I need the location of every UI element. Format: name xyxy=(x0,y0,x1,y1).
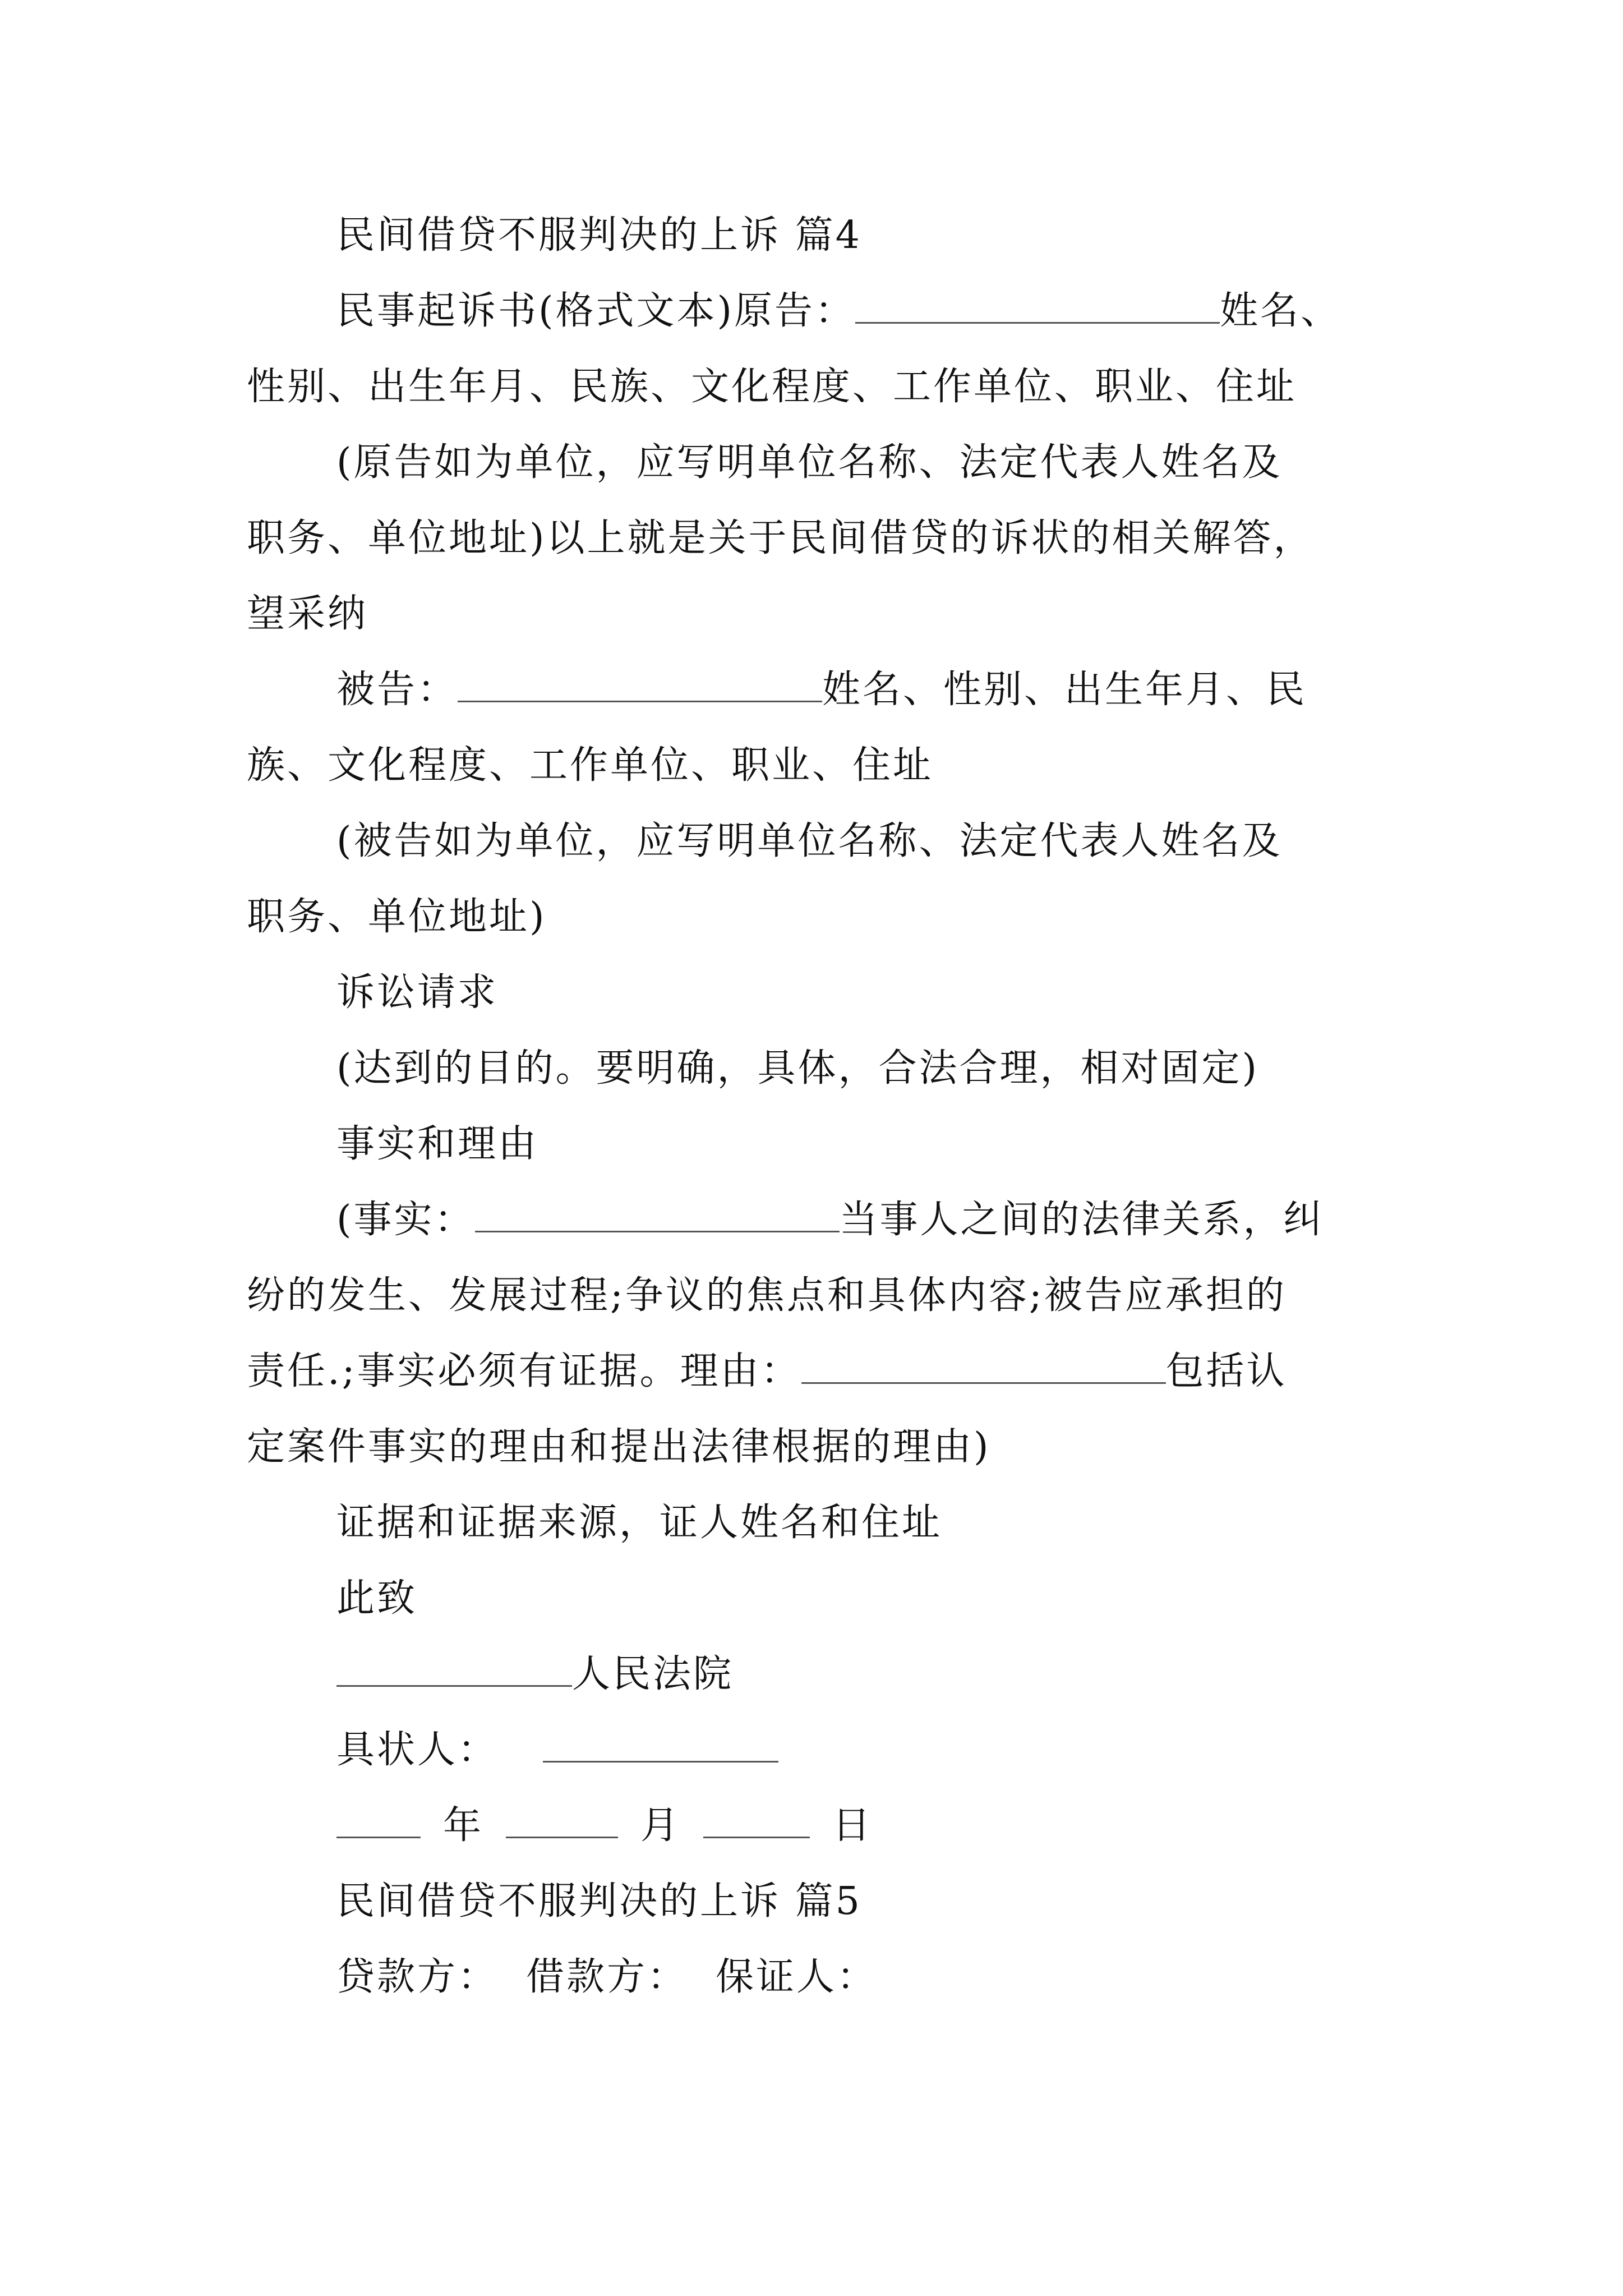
plaintiff-note-line-3: 望采纳 xyxy=(247,592,368,636)
plaintiff-fields-line: 性别、出生年月、民族、文化程度、工作单位、职业、住址 xyxy=(247,365,1297,409)
signer-line xyxy=(336,1725,778,1775)
signer-label: 具状人： xyxy=(336,1728,499,1772)
defendant-fields-line: 族、文化程度、工作单位、职业、住址 xyxy=(247,743,934,788)
salutation: 此致 xyxy=(336,1576,418,1621)
facts-line-2: 纷的发生、发展过程;争议的焦点和具体内容;被告应承担的 xyxy=(247,1273,1287,1318)
facts-line-4: 定案件事实的理由和提出法律根据的理由) xyxy=(247,1425,991,1469)
guarantor-label: 保证人： xyxy=(716,1955,878,1999)
claims-heading: 诉讼请求 xyxy=(336,970,499,1015)
parties-line xyxy=(336,1952,877,2003)
defendant-label: 被告： xyxy=(336,668,458,712)
facts-heading: 事实和理由 xyxy=(336,1122,539,1166)
plaintiff-note-line-2: 职务、单位地址)以上就是关于民间借贷的诉状的相关解答， xyxy=(247,516,1314,560)
defendant-blank xyxy=(458,668,822,702)
year-blank xyxy=(336,1804,421,1838)
section-4-title: 民间借贷不服判决的上诉 篇4 xyxy=(336,213,862,257)
signer-blank xyxy=(543,1728,778,1763)
plaintiff-note-line-1: (原告如为单位，应写明单位名称、法定代表人姓名及 xyxy=(336,440,1283,485)
facts-label: (事实： xyxy=(336,1198,475,1242)
court-blank xyxy=(336,1653,572,1687)
lender-label: 贷款方： xyxy=(336,1955,499,1999)
complaint-heading: 民事起诉书(格式文本)原告： xyxy=(336,289,856,333)
court-line: 人民法院 xyxy=(336,1649,734,1700)
evidence-line: 证据和证据来源，证人姓名和住址 xyxy=(336,1501,943,1545)
complaint-heading-line: 民事起诉书(格式文本)原告： 姓名、 xyxy=(336,289,1341,333)
day-blank xyxy=(703,1804,810,1838)
section-5-title: 民间借贷不服判决的上诉 篇5 xyxy=(336,1879,862,1924)
claims-note: (达到的目的。要明确，具体，合法合理，相对固定) xyxy=(336,1046,1260,1091)
facts-blank xyxy=(475,1198,840,1232)
borrower-label: 借款方： xyxy=(526,1955,688,1999)
defendant-note-line-1: (被告如为单位，应写明单位名称、法定代表人姓名及 xyxy=(336,819,1283,863)
defendant-line: 被告： 姓名、性别、出生年月、民 xyxy=(336,668,1307,712)
reason-blank xyxy=(801,1350,1166,1384)
defendant-note-line-2: 职务、单位地址) xyxy=(247,895,547,939)
month-blank xyxy=(506,1804,618,1838)
facts-line-1: (事实： 当事人之间的法律关系，纠 xyxy=(336,1198,1324,1242)
facts-line-3: 责任.;事实必须有证据。理由： 包括认 xyxy=(247,1349,1287,1393)
date-line: 年 月 日 xyxy=(336,1801,873,1851)
plaintiff-blank xyxy=(855,289,1220,324)
